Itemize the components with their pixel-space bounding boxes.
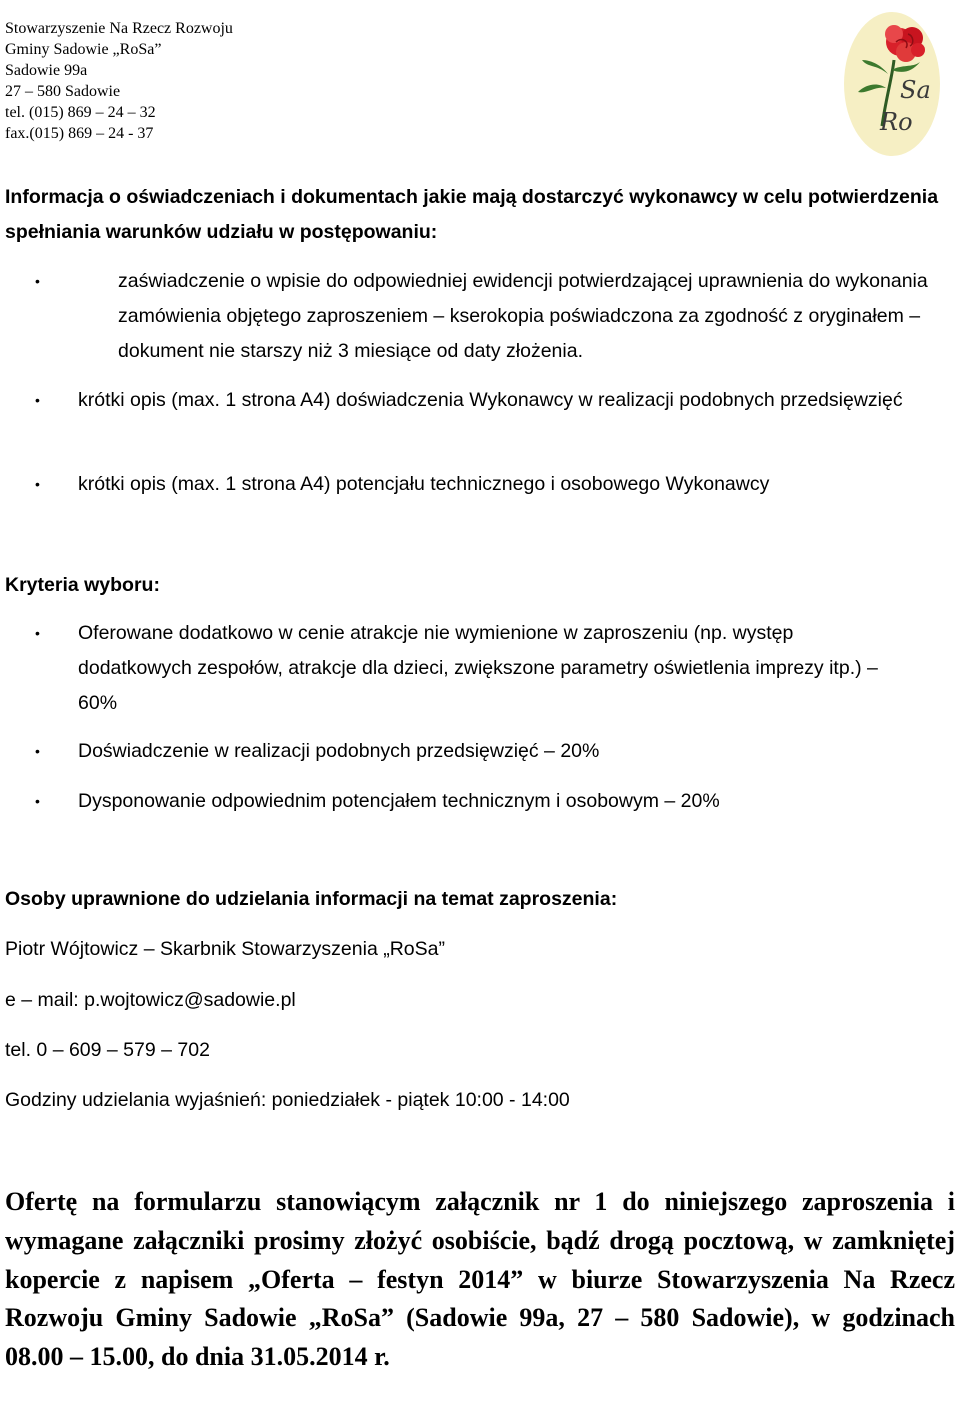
requirement-text: krótki opis (max. 1 strona A4) potencjału technicznego i osobowego Wykonawcy — [78, 473, 770, 495]
contacts-heading: Osoby uprawnione do udzielania informacji na temat zaproszenia: — [5, 888, 618, 910]
criterion-text: Dysponowanie odpowiednim potencjałem technicznym i osobowym – 20% — [78, 790, 720, 812]
requirement-text: krótki opis (max. 1 strona A4) doświadczenia Wykonawcy w realizacji podobnych przedsięwzięć — [78, 389, 903, 411]
letterhead-line: Gminy Sadowie „RoSa” — [5, 41, 162, 58]
requirement-text: zaświadczenie o wpisie do odpowiedniej ewidencji potwierdzającej uprawnienia do wykonania zamówienia objętego zaproszeniem – kserokopia poświadczona za zgodność z oryginałem – dokument nie starszy niż 3 miesiące od daty złożenia. — [118, 270, 928, 362]
criteria-heading: Kryteria wyboru: — [5, 574, 160, 596]
letterhead-line: tel. (015) 869 – 24 – 32 — [5, 104, 156, 121]
letterhead-line: Sadowie 99a — [5, 62, 88, 79]
contact-person: Piotr Wójtowicz – Skarbnik Stowarzyszenia „RoSa” — [5, 938, 445, 960]
rosa-logo — [842, 8, 942, 156]
bullet: • — [35, 625, 40, 641]
bullet: • — [35, 476, 40, 492]
contact-email: e – mail: p.wojtowicz@sadowie.pl — [5, 989, 296, 1011]
rose-petal — [885, 25, 903, 43]
letterhead-line: fax.(015) 869 – 24 - 37 — [5, 125, 154, 142]
letterhead-line: Stowarzyszenie Na Rzecz Rozwoju — [5, 20, 233, 37]
contact-phone: tel. 0 – 609 – 579 – 702 — [5, 1039, 210, 1061]
rose-petal — [911, 43, 925, 57]
bullet: • — [35, 743, 40, 759]
bullet: • — [35, 273, 40, 289]
criterion-text: Oferowane dodatkowo w cenie atrakcje nie wymienione w zaproszeniu (np. występ dodatkowych zespołów, atrakcje dla dzieci, zwiększone parametry oświetlenia imprezy itp.) – 60% — [78, 622, 878, 714]
letterhead-address — [5, 18, 233, 144]
logo-text-sa: Sa — [900, 76, 931, 104]
criterion-text: Doświadczenie w realizacji podobnych przedsięwzięć – 20% — [78, 740, 600, 762]
submission-instructions: Ofertę na formularzu stanowiącym załącznik nr 1 do niniejszego zaproszenia i wymagane załączniki prosimy złożyć osobiście, bądź drogą pocztową, w zamkniętej kopercie z napisem „Oferta – festyn 2014” w biurze Stowarzyszenia Na Rzecz Rozwoju Gminy Sadowie „RoSa” (Sadowie 99a, 27 – 580 Sadowie), w godzinach 08.00 – 15.00, do dnia 31.05.2014 r. — [5, 1187, 955, 1372]
bullet: • — [35, 392, 40, 408]
letterhead-line: 27 – 580 Sadowie — [5, 83, 121, 100]
logo-text-ro: Ro — [880, 108, 913, 136]
info-heading: Informacja o oświadczeniach i dokumentach jakie mają dostarczyć wykonawcy w celu potwierdzenia spełniania warunków udziału w postępowaniu: — [5, 186, 939, 243]
bullet: • — [35, 793, 40, 809]
contact-hours: Godziny udzielania wyjaśnień: poniedziałek - piątek 10:00 - 14:00 — [5, 1089, 570, 1111]
